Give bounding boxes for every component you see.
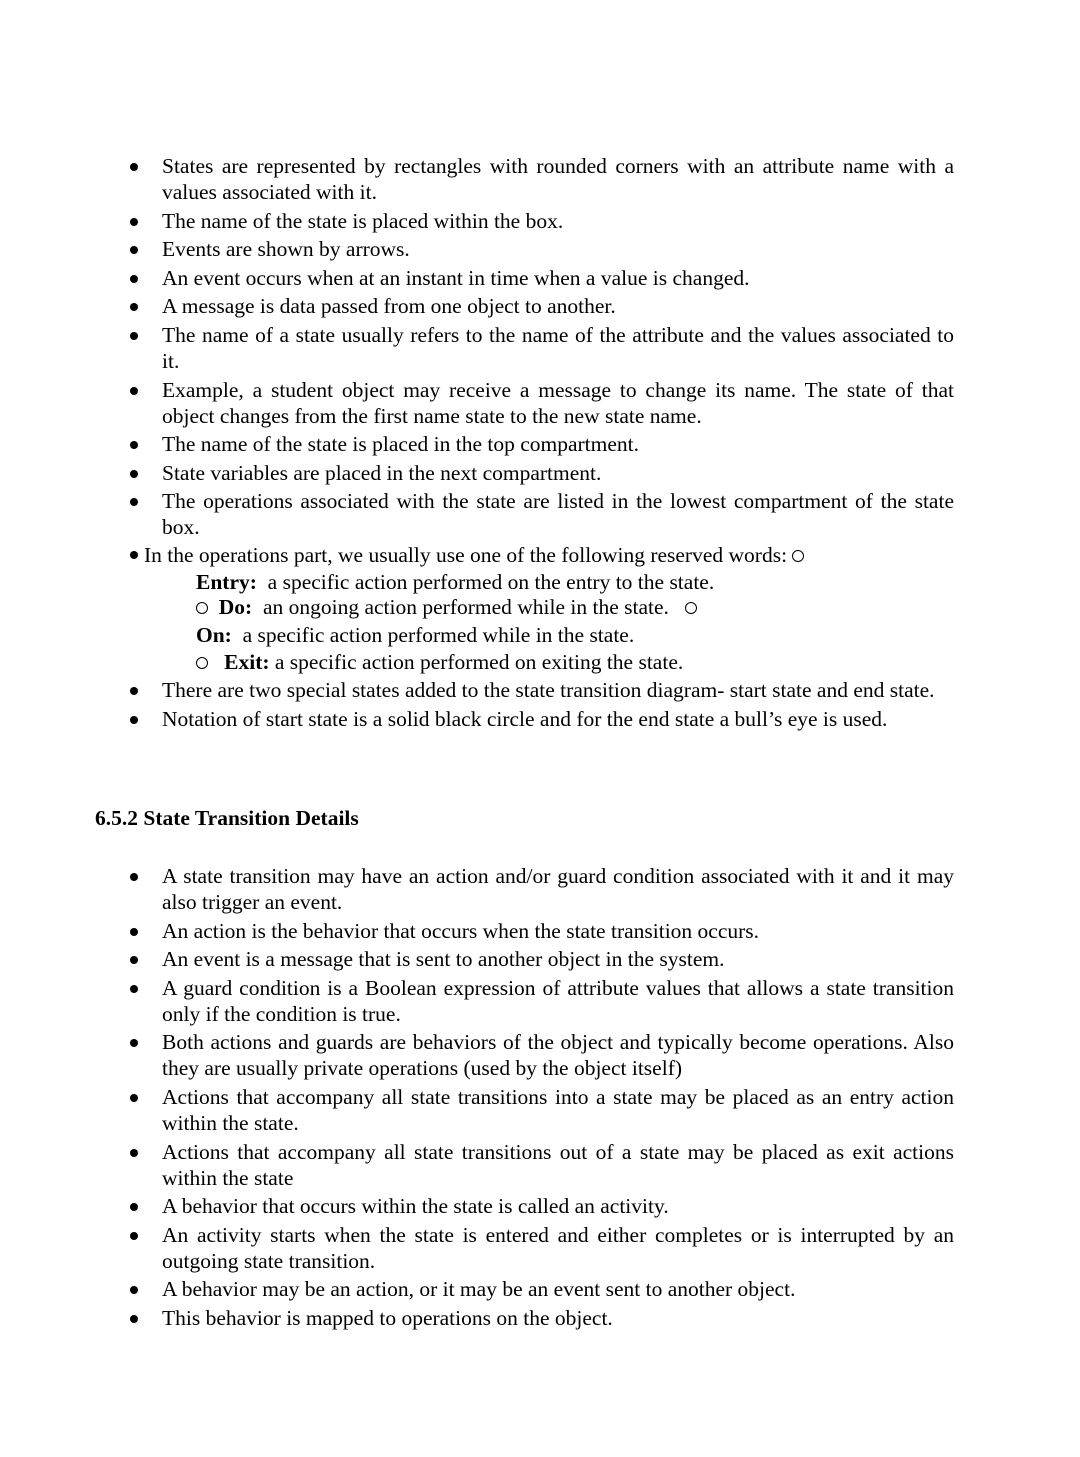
reserved-word-entry: Entry: a specific action performed on the entry to the state. — [196, 570, 715, 594]
list-item: This behavior is mapped to operations on the object. — [162, 1305, 613, 1330]
reserved-word-do: Do: an ongoing action performed while in the state. — [196, 594, 697, 620]
section-heading: 6.5.2 State Transition Details — [95, 806, 359, 830]
list-item: The name of a state usually refers to the name of the attribute and the values associated to it. — [162, 322, 954, 373]
special-states-list — [128, 677, 954, 734]
list-item: The operations associated with the state are listed in the lowest compartment of the state box. — [162, 489, 954, 540]
hollow-circle-icon — [792, 550, 804, 562]
list-item: Actions that accompany all state transitions into a state may be placed as an entry action within the state. — [162, 1084, 954, 1135]
hollow-circle-icon — [196, 602, 208, 614]
list-item: State variables are placed in the next compartment. — [162, 460, 602, 485]
list-item: An event is a message that is sent to another object in the system. — [162, 947, 725, 972]
list-item: There are two special states added to the state transition diagram- start state and end state. — [162, 678, 935, 702]
list-item: A state transition may have an action and/or guard condition associated with it and it may also trigger an event. — [162, 864, 954, 914]
bullet-icon — [130, 551, 138, 559]
transition-details-list — [128, 863, 954, 1334]
list-item: Both actions and guards are behaviors of the object and typically become operations. Also they are usually private operations (used by the object itself) — [162, 1030, 954, 1081]
list-item: An action is the behavior that occurs when the state transition occurs. — [162, 918, 760, 943]
list-item: Events are shown by arrows. — [162, 237, 410, 262]
list-item: Notation of start state is a solid black circle and for the end state a bull’s eye is used. — [162, 706, 888, 731]
hollow-circle-icon — [196, 657, 208, 669]
reserved-word-exit: Exit: a specific action performed on exiting the state. — [196, 649, 683, 675]
reserved-word-on: On: a specific action performed while in the state. — [196, 623, 635, 647]
list-item: Example, a student object may receive a message to change its name. The state of that object changes from the first name state to the new state name. — [162, 377, 954, 428]
list-item: The name of the state is placed within the box. — [162, 208, 564, 233]
hollow-circle-icon — [685, 602, 697, 614]
list-item: A guard condition is a Boolean expression of attribute values that allows a state transition only if the condition is true. — [162, 975, 954, 1026]
list-item: A behavior that occurs within the state is called an activity. — [162, 1194, 669, 1219]
reserved-words-intro: In the operations part, we usually use one of the following reserved words: — [128, 542, 804, 568]
list-item: The name of the state is placed in the top compartment. — [162, 432, 640, 457]
state-notation-list — [128, 153, 954, 543]
list-item: Actions that accompany all state transitions out of a state may be placed as exit actions within the state — [162, 1139, 954, 1190]
list-item: States are represented by rectangles with rounded corners with an attribute name with a values associated with it. — [162, 154, 954, 204]
list-item: An event occurs when at an instant in time when a value is changed. — [162, 265, 750, 290]
list-item: A message is data passed from one object to another. — [162, 294, 616, 319]
list-item: A behavior may be an action, or it may be an event sent to another object. — [162, 1277, 796, 1302]
list-item: An activity starts when the state is entered and either completes or is interrupted by an outgoing state transition. — [162, 1222, 954, 1273]
